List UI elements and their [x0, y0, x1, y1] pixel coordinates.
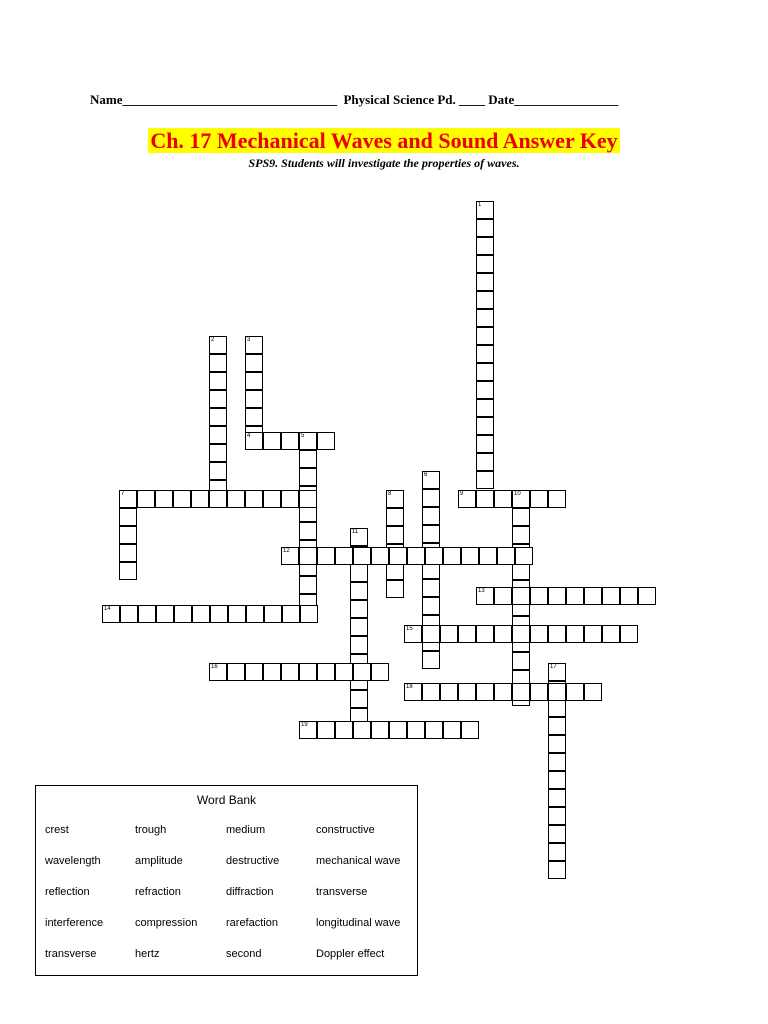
crossword-cell[interactable] — [353, 547, 371, 565]
crossword-cell[interactable] — [548, 625, 566, 643]
crossword-cell[interactable] — [209, 462, 227, 480]
crossword-cell[interactable] — [512, 526, 530, 544]
crossword-cell[interactable] — [350, 528, 368, 546]
crossword-cell[interactable] — [443, 547, 461, 565]
crossword-cell[interactable] — [209, 408, 227, 426]
clue-number: 5 — [301, 433, 305, 439]
crossword-cell[interactable] — [263, 490, 281, 508]
crossword-cell[interactable] — [209, 490, 227, 508]
crossword-cell[interactable] — [386, 580, 404, 598]
crossword-cell[interactable] — [584, 683, 602, 701]
crossword-cell[interactable] — [174, 605, 192, 623]
crossword-cell[interactable] — [548, 663, 566, 681]
crossword-cell[interactable] — [299, 576, 317, 594]
crossword-cell[interactable] — [209, 663, 227, 681]
crossword-cell[interactable] — [245, 663, 263, 681]
clue-number: 7 — [121, 491, 125, 497]
crossword-cell[interactable] — [425, 547, 443, 565]
crossword-cell[interactable] — [422, 525, 440, 543]
crossword-cell[interactable] — [458, 490, 476, 508]
crossword-cell[interactable] — [281, 432, 299, 450]
crossword-cell[interactable] — [530, 587, 548, 605]
crossword-cell[interactable] — [458, 683, 476, 701]
crossword-cell[interactable] — [317, 663, 335, 681]
crossword-cell[interactable] — [476, 625, 494, 643]
crossword-cell[interactable] — [299, 547, 317, 565]
crossword-cell[interactable] — [371, 547, 389, 565]
crossword-cell[interactable] — [120, 605, 138, 623]
word-bank-entry: transverse — [45, 948, 97, 960]
crossword-cell[interactable] — [245, 490, 263, 508]
crossword-cell[interactable] — [350, 690, 368, 708]
crossword-cell[interactable] — [566, 587, 584, 605]
crossword-cell[interactable] — [476, 587, 494, 605]
crossword-cell[interactable] — [512, 490, 530, 508]
crossword-cell[interactable] — [476, 399, 494, 417]
crossword-cell[interactable] — [422, 683, 440, 701]
crossword-cell[interactable] — [404, 625, 422, 643]
crossword-cell[interactable] — [422, 471, 440, 489]
crossword-cell[interactable] — [335, 547, 353, 565]
word-bank-entry: refraction — [135, 886, 181, 898]
crossword-cell[interactable] — [264, 605, 282, 623]
word-bank-entry: trough — [135, 824, 167, 836]
crossword-cell[interactable] — [102, 605, 120, 623]
word-bank-entry: crest — [45, 824, 69, 836]
crossword-cell[interactable] — [173, 490, 191, 508]
crossword-cell[interactable] — [476, 309, 494, 327]
crossword-cell[interactable] — [548, 717, 566, 735]
crossword-cell[interactable] — [299, 490, 317, 508]
word-bank-entry: diffraction — [226, 886, 274, 898]
crossword-cell[interactable] — [476, 201, 494, 219]
crossword-cell[interactable] — [228, 605, 246, 623]
crossword-cell[interactable] — [620, 625, 638, 643]
crossword-cell[interactable] — [119, 544, 137, 562]
crossword-cell[interactable] — [281, 490, 299, 508]
word-bank-entry: rarefaction — [226, 917, 278, 929]
crossword-cell[interactable] — [407, 547, 425, 565]
crossword-cell[interactable] — [602, 587, 620, 605]
word-bank-entry: compression — [135, 917, 198, 929]
word-bank-entry: wavelength — [45, 855, 101, 867]
crossword-cell[interactable] — [548, 789, 566, 807]
page-subtitle: SPS9. Students will investigate the properties of waves. — [248, 156, 520, 170]
crossword-cell[interactable] — [317, 432, 335, 450]
crossword-cell[interactable] — [407, 721, 425, 739]
crossword-cell[interactable] — [350, 582, 368, 600]
crossword-cell[interactable] — [476, 219, 494, 237]
crossword-cell[interactable] — [620, 587, 638, 605]
clue-number: 17 — [550, 664, 557, 670]
clue-number: 3 — [247, 337, 251, 343]
crossword-cell[interactable] — [299, 468, 317, 486]
crossword-cell[interactable] — [548, 861, 566, 879]
crossword-cell[interactable] — [476, 471, 494, 489]
crossword-cell[interactable] — [245, 408, 263, 426]
crossword-cell[interactable] — [512, 625, 530, 643]
crossword-cell[interactable] — [335, 663, 353, 681]
crossword-cell[interactable] — [476, 490, 494, 508]
word-bank-entry: transverse — [316, 886, 368, 898]
crossword-cell[interactable] — [119, 562, 137, 580]
crossword-cell[interactable] — [602, 625, 620, 643]
crossword-cell[interactable] — [300, 605, 318, 623]
crossword-cell[interactable] — [422, 651, 440, 669]
word-bank-entry: Doppler effect — [316, 948, 385, 960]
crossword-cell[interactable] — [299, 663, 317, 681]
crossword-cell[interactable] — [210, 605, 228, 623]
crossword-cell[interactable] — [263, 663, 281, 681]
crossword-cell[interactable] — [476, 273, 494, 291]
crossword-cell[interactable] — [458, 625, 476, 643]
clue-number: 1 — [478, 202, 482, 208]
crossword-cell[interactable] — [192, 605, 210, 623]
crossword-cell[interactable] — [386, 526, 404, 544]
crossword-cell[interactable] — [548, 843, 566, 861]
word-bank-entry: mechanical wave — [316, 855, 401, 867]
crossword-cell[interactable] — [350, 636, 368, 654]
clue-number: 16 — [211, 664, 218, 670]
crossword-cell[interactable] — [512, 587, 530, 605]
crossword-cell[interactable] — [494, 625, 512, 643]
crossword-cell[interactable] — [548, 699, 566, 717]
crossword-cell[interactable] — [209, 426, 227, 444]
crossword-cell[interactable] — [440, 625, 458, 643]
crossword-cell[interactable] — [119, 508, 137, 526]
clue-number: 6 — [424, 472, 428, 478]
crossword-cell[interactable] — [530, 625, 548, 643]
crossword-cell[interactable] — [476, 435, 494, 453]
crossword-cell[interactable] — [566, 683, 584, 701]
crossword-cell[interactable] — [156, 605, 174, 623]
crossword-cell[interactable] — [476, 237, 494, 255]
crossword-cell[interactable] — [422, 579, 440, 597]
crossword-cell[interactable] — [548, 587, 566, 605]
clue-number: 2 — [211, 337, 215, 343]
crossword-cell[interactable] — [389, 721, 407, 739]
crossword-cell[interactable] — [299, 522, 317, 540]
crossword-cell[interactable] — [548, 807, 566, 825]
crossword-cell[interactable] — [209, 372, 227, 390]
crossword-cell[interactable] — [299, 450, 317, 468]
clue-number: 12 — [283, 548, 290, 554]
word-bank-entry: destructive — [226, 855, 280, 867]
crossword-cell[interactable] — [209, 444, 227, 462]
crossword-cell[interactable] — [479, 547, 497, 565]
word-bank-entry: constructive — [316, 824, 375, 836]
crossword-cell[interactable] — [281, 547, 299, 565]
crossword-cell[interactable] — [476, 417, 494, 435]
crossword-cell[interactable] — [512, 508, 530, 526]
page-title: Ch. 17 Mechanical Waves and Sound Answer Key — [150, 128, 618, 153]
crossword-cell[interactable] — [422, 507, 440, 525]
word-bank-entry: reflection — [45, 886, 90, 898]
clue-number: 8 — [388, 491, 392, 497]
crossword-cell[interactable] — [494, 683, 512, 701]
word-bank-title: Word Bank — [196, 793, 257, 807]
clue-number: 19 — [301, 722, 308, 728]
crossword-cell[interactable] — [282, 605, 300, 623]
crossword-cell[interactable] — [530, 683, 548, 701]
crossword-cell[interactable] — [548, 825, 566, 843]
crossword-cell[interactable] — [350, 564, 368, 582]
crossword-cell[interactable] — [191, 490, 209, 508]
crossword-cell[interactable] — [494, 587, 512, 605]
crossword-cell[interactable] — [512, 652, 530, 670]
crossword-cell[interactable] — [350, 618, 368, 636]
crossword-cell[interactable] — [245, 390, 263, 408]
crossword-cell[interactable] — [245, 432, 263, 450]
word-bank-entry: medium — [226, 824, 266, 836]
crossword-cell[interactable] — [512, 683, 530, 701]
crossword-cell[interactable] — [209, 354, 227, 372]
crossword-cell[interactable] — [386, 508, 404, 526]
clue-number: 14 — [104, 606, 111, 612]
crossword-cell[interactable] — [476, 453, 494, 471]
crossword-cell[interactable] — [515, 547, 533, 565]
crossword-cell[interactable] — [335, 721, 353, 739]
crossword-cell[interactable] — [476, 381, 494, 399]
crossword-cell[interactable] — [138, 605, 156, 623]
crossword-cell[interactable] — [317, 547, 335, 565]
crossword-cell[interactable] — [476, 255, 494, 273]
clue-number: 13 — [478, 588, 485, 594]
crossword-cell[interactable] — [422, 489, 440, 507]
crossword-cell[interactable] — [425, 721, 443, 739]
crossword-cell[interactable] — [461, 547, 479, 565]
crossword-cell[interactable] — [497, 547, 515, 565]
crossword-cell[interactable] — [638, 587, 656, 605]
crossword-cell[interactable] — [476, 291, 494, 309]
crossword-cell[interactable] — [440, 683, 458, 701]
crossword-cell[interactable] — [227, 663, 245, 681]
crossword-cell[interactable] — [227, 490, 245, 508]
crossword-cell[interactable] — [209, 336, 227, 354]
crossword-cell[interactable] — [548, 490, 566, 508]
crossword-cell[interactable] — [299, 721, 317, 739]
clue-number: 11 — [352, 529, 359, 535]
crossword-cell[interactable] — [422, 597, 440, 615]
crossword-cell[interactable] — [548, 771, 566, 789]
clue-number: 10 — [514, 491, 521, 497]
crossword-cell[interactable] — [246, 605, 264, 623]
crossword-cell[interactable] — [530, 490, 548, 508]
crossword-cell[interactable] — [566, 625, 584, 643]
crossword-cell[interactable] — [371, 663, 389, 681]
crossword-cell[interactable] — [548, 753, 566, 771]
crossword-cell[interactable] — [350, 600, 368, 618]
crossword-cell[interactable] — [461, 721, 479, 739]
crossword-cell[interactable] — [389, 547, 407, 565]
word-bank-entry: second — [226, 948, 262, 960]
clue-number: 18 — [406, 684, 413, 690]
crossword-cell[interactable] — [548, 683, 566, 701]
crossword-cell[interactable] — [137, 490, 155, 508]
crossword-cell[interactable] — [245, 354, 263, 372]
crossword-cell[interactable] — [404, 683, 422, 701]
crossword-cell[interactable] — [584, 625, 602, 643]
word-bank-entry: interference — [45, 917, 104, 929]
crossword-cell[interactable] — [353, 721, 371, 739]
crossword-cell[interactable] — [548, 735, 566, 753]
crossword-cell[interactable] — [476, 363, 494, 381]
word-bank-entry: longitudinal wave — [316, 917, 401, 929]
worksheet-header: Name_________________________________ Physical Science Pd. ____ Date________________ — [90, 92, 619, 107]
crossword-cell[interactable] — [494, 490, 512, 508]
crossword-cell[interactable] — [371, 721, 389, 739]
crossword-cell[interactable] — [119, 490, 137, 508]
crossword-cell[interactable] — [119, 526, 137, 544]
crossword-cell[interactable] — [281, 663, 299, 681]
clue-number: 4 — [247, 433, 251, 439]
crossword-cell[interactable] — [443, 721, 461, 739]
crossword-cell[interactable] — [476, 683, 494, 701]
crossword-cell[interactable] — [245, 336, 263, 354]
crossword-cell[interactable] — [422, 625, 440, 643]
crossword-cell[interactable] — [317, 721, 335, 739]
crossword-cell[interactable] — [263, 432, 281, 450]
crossword-cell[interactable] — [209, 390, 227, 408]
crossword-cell[interactable] — [476, 345, 494, 363]
word-bank-entry: hertz — [135, 948, 160, 960]
crossword-cell[interactable] — [353, 663, 371, 681]
crossword-cell[interactable] — [245, 372, 263, 390]
crossword-cell[interactable] — [386, 490, 404, 508]
clue-number: 9 — [460, 491, 464, 497]
crossword-cell[interactable] — [584, 587, 602, 605]
clue-number: 15 — [406, 626, 413, 632]
crossword-cell[interactable] — [476, 327, 494, 345]
word-bank-entry: amplitude — [135, 855, 183, 867]
crossword-cell[interactable] — [299, 432, 317, 450]
word-bank — [35, 785, 418, 976]
crossword-cell[interactable] — [155, 490, 173, 508]
